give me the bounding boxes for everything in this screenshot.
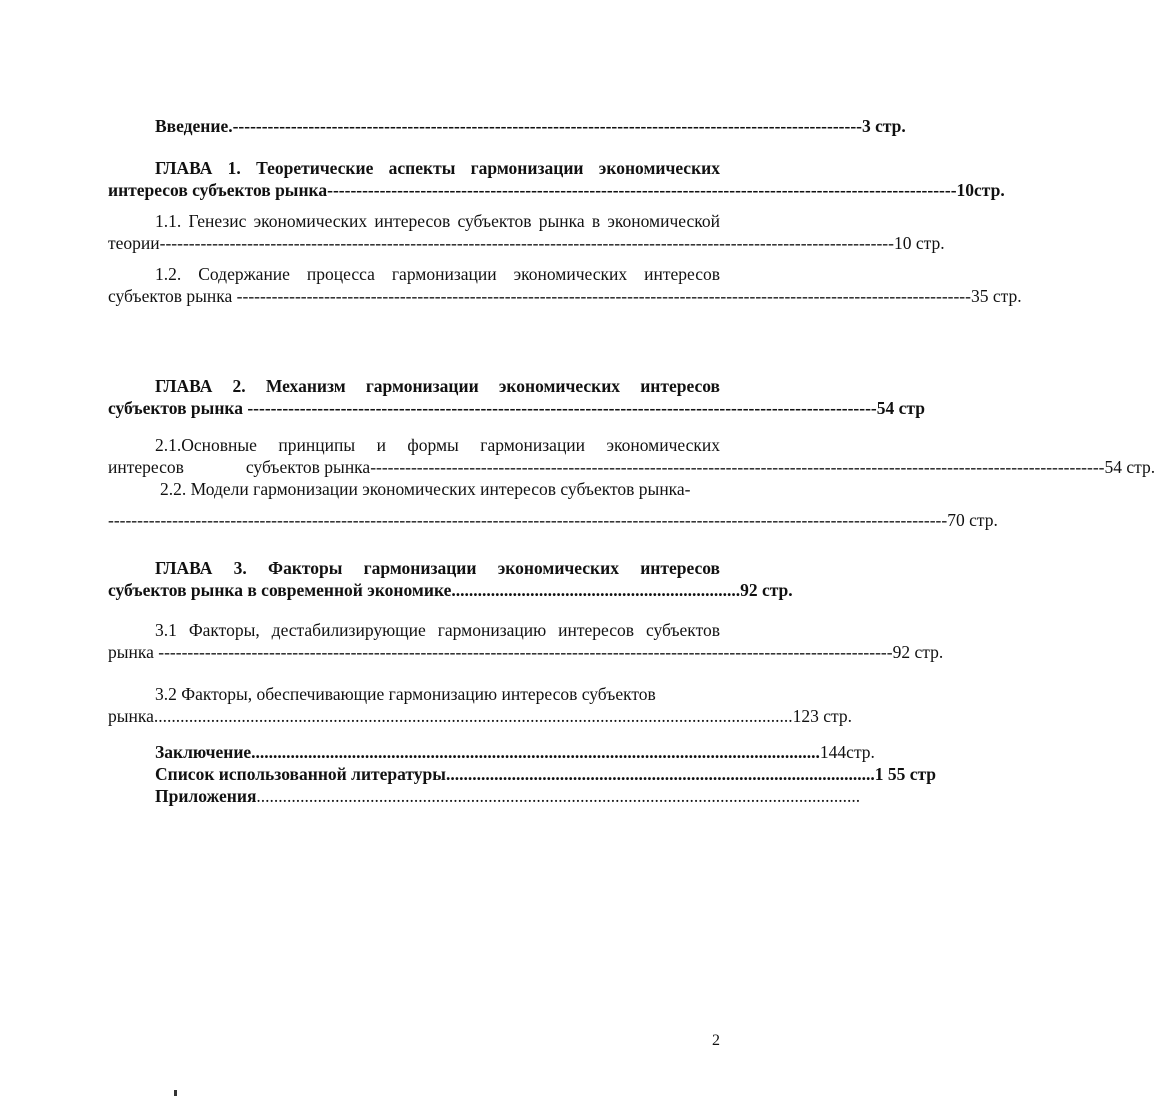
toc-chapter2-title: ГЛАВА 2. Механизм гармонизации экономических интересов xyxy=(155,376,720,396)
entry-page: 70 стр. xyxy=(947,510,998,530)
entry-page: 92 стр. xyxy=(740,580,793,600)
dash-leader: ------------------------------------------------------------------------------------------------------------ xyxy=(327,180,957,200)
toc-section-3-1-title: 3.1 Факторы, дестабилизирующие гармонизацию интересов субъектов xyxy=(155,620,720,640)
toc-chapter1-title: ГЛАВА 1. Теоретические аспекты гармонизации экономических xyxy=(155,158,720,178)
toc-section-3-2-title: 3.2 Факторы, обеспечивающие гармонизацию интересов субъектов xyxy=(155,684,656,704)
dash-leader: ------------------------------------------------------------------------------------------------------------ xyxy=(232,116,862,136)
dot-leader: .................................................................. xyxy=(451,580,741,600)
page-number: 2 xyxy=(712,1032,720,1049)
entry-label: рынка xyxy=(108,706,154,726)
dash-leader: ------------------------------------------------------------------------------------------------------------ xyxy=(247,398,877,418)
toc-section-1-1-title: 1.1. Генезис экономических интересов субъектов рынка в экономической xyxy=(155,211,720,231)
entry-label: Заключение xyxy=(155,742,252,762)
dash-leader: ------------------------------------------------------------------------------------------------------------------------------ xyxy=(236,286,971,306)
dot-leader: .................................................................................................................................................. xyxy=(153,706,793,726)
entry-page: 123 стр. xyxy=(792,706,853,726)
entry-page: 144стр. xyxy=(819,742,875,762)
dash-leader: ------------------------------------------------------------------------------------------------------------------------------ xyxy=(159,233,894,253)
entry-page: 10 стр. xyxy=(893,233,945,253)
entry-page: 1 55 стр xyxy=(874,764,936,784)
entry-page: 10стр. xyxy=(956,180,1005,200)
dash-leader: ------------------------------------------------------------------------------------------------------------------------------------------------ xyxy=(108,510,948,530)
entry-label-part1: интересов xyxy=(108,457,184,477)
dash-leader: ------------------------------------------------------------------------------------------------------------------------------ xyxy=(370,457,1105,477)
entry-page: 92 стр. xyxy=(892,642,944,662)
toc-entry-references xyxy=(155,763,936,785)
toc-entry-chapter1 xyxy=(108,179,1005,201)
entry-label: интересов субъектов рынка xyxy=(108,180,328,200)
toc-entry-section-3-2 xyxy=(108,705,853,727)
toc-section-2-2-title: 2.2. Модели гармонизации экономических интересов субъектов рынка- xyxy=(160,479,691,499)
entry-page: 54 стр. xyxy=(1104,457,1155,477)
toc-entry-section-2-2 xyxy=(108,509,998,531)
entry-label: Введение. xyxy=(155,116,233,136)
entry-label: теории xyxy=(108,233,160,253)
dash-leader: ------------------------------------------------------------------------------------------------------------------------------ xyxy=(158,642,893,662)
entry-label: субъектов рынка xyxy=(108,398,248,418)
entry-page: 3 стр. xyxy=(861,116,906,136)
toc-entry-introduction xyxy=(155,115,906,137)
toc-chapter3-title: ГЛАВА 3. Факторы гармонизации экономических интересов xyxy=(155,558,720,578)
toc-entry-section-1-1 xyxy=(108,232,945,254)
dot-leader: .................................................................................................................................. xyxy=(251,742,820,762)
toc-entry-appendices xyxy=(155,785,861,807)
toc-entry-chapter3 xyxy=(108,579,793,601)
entry-label-part2: субъектов рынка xyxy=(245,457,371,477)
entry-label: Список использованной литературы xyxy=(155,764,446,784)
toc-entry-section-2-1 xyxy=(108,456,1155,478)
entry-label: субъектов рынка xyxy=(108,286,237,306)
toc-entry-chapter2 xyxy=(108,397,925,419)
toc-section-2-1-title: 2.1.Основные принципы и формы гармонизации экономических xyxy=(155,435,720,455)
toc-entry-conclusion xyxy=(155,741,875,763)
toc-section-1-2-title: 1.2. Содержание процесса гармонизации экономических интересов xyxy=(155,264,720,284)
toc-entry-section-1-2 xyxy=(108,285,1022,307)
entry-page: 54 стр xyxy=(876,398,925,418)
entry-label: рынка xyxy=(108,642,159,662)
scan-speck xyxy=(174,1090,177,1096)
entry-label: субъектов рынка в современной экономике xyxy=(108,580,452,600)
entry-label: Приложения xyxy=(155,786,257,806)
toc-entry-section-3-1 xyxy=(108,641,944,663)
entry-page: 35 стр. xyxy=(970,286,1022,306)
dot-leader: .......................................................................................................................................... xyxy=(256,786,861,806)
dot-leader: .................................................................................................. xyxy=(445,764,875,784)
